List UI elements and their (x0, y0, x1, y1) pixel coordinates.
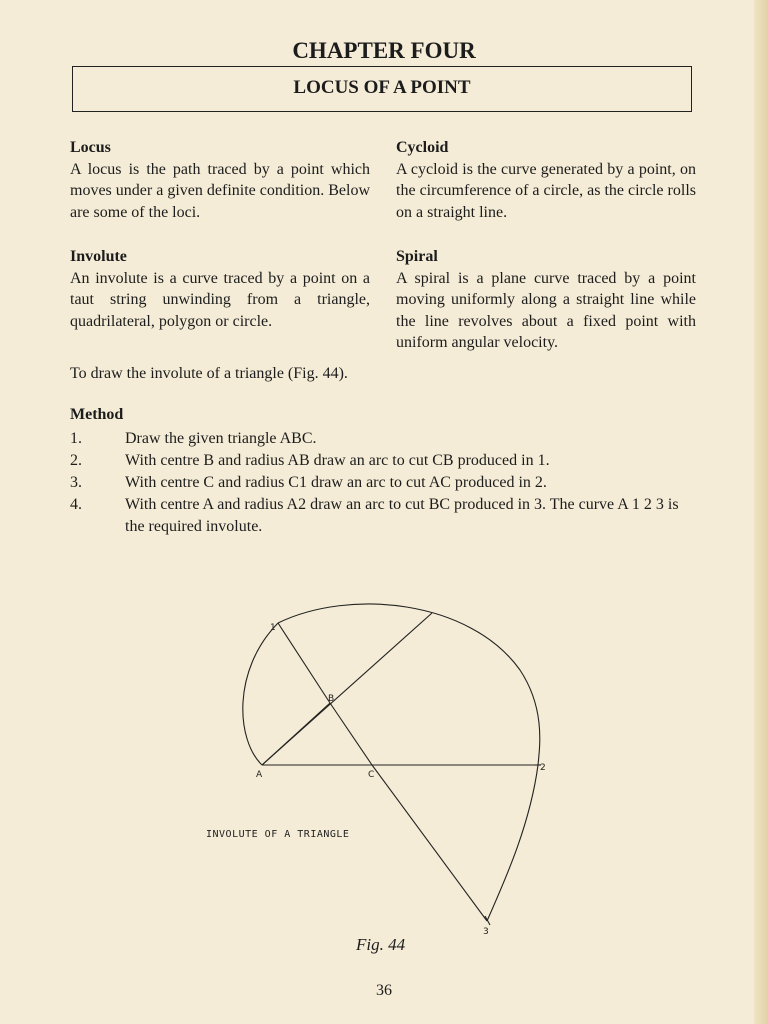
method-step (70, 428, 700, 450)
step-text: With centre A and radius A2 draw an arc to cut BC produced in 3. The curve A 1 2 3 is the required involute. (125, 496, 679, 535)
section-heading: Spiral (396, 248, 438, 265)
construction-a-to-curve (262, 613, 432, 765)
method-step (70, 494, 700, 538)
page-number: 36 (376, 982, 392, 999)
point-label-a: A (256, 770, 263, 780)
involute-diagram (0, 560, 768, 940)
section-heading: Locus (70, 139, 111, 156)
triangle-side-bc (330, 703, 372, 765)
method-step (70, 450, 700, 472)
section-body: An involute is a curve traced by a point on a taut string unwinding from a triangle, quadrilateral, polygon or circle. (70, 269, 370, 330)
construction-cb-produced (278, 623, 330, 703)
step-number: 2. (70, 452, 82, 469)
step-text: With centre B and radius AB draw an arc to cut CB produced in 1. (125, 452, 550, 469)
point-label-b: B (328, 694, 335, 704)
point-label-1: 1 (270, 623, 276, 633)
section-locus (70, 137, 370, 223)
chapter-title: LOCUS OF A POINT (72, 66, 692, 112)
point-label-3: 3 (483, 927, 489, 937)
involute-arc-12 (278, 604, 540, 765)
section-cycloid (396, 137, 696, 223)
involute-arc-a1 (243, 623, 278, 765)
section-heading: Involute (70, 248, 127, 265)
section-involute (70, 246, 370, 332)
step-text: With centre C and radius C1 draw an arc to cut AC produced in 2. (125, 474, 547, 491)
figure-caption: Fig. 44 (356, 935, 406, 954)
tick-mark (485, 916, 490, 925)
section-body: A cycloid is the curve generated by a point, on the circumference of a circle, as the circle rolls on a straight line. (396, 160, 696, 221)
section-body: A spiral is a plane curve traced by a point moving uniformly along a straight line while the line revolves about a fixed point with uniform angular velocity. (396, 269, 696, 351)
step-number: 4. (70, 496, 82, 513)
method-step (70, 472, 700, 494)
method-heading: Method (70, 406, 124, 423)
instruction-text: To draw the involute of a triangle (Fig. 44). (70, 365, 348, 382)
chapter-heading: CHAPTER FOUR (292, 38, 476, 63)
step-text: Draw the given triangle ABC. (125, 430, 317, 447)
step-number: 1. (70, 430, 82, 447)
section-heading: Cycloid (396, 139, 449, 156)
point-label-c: C (368, 770, 375, 780)
method-steps (70, 428, 700, 538)
section-spiral (396, 246, 696, 354)
diagram-title: INVOLUTE OF A TRIANGLE (206, 829, 350, 840)
point-label-2: 2 (540, 763, 546, 773)
construction-bc-produced (372, 765, 487, 921)
involute-arc-23 (487, 765, 538, 921)
section-body: A locus is the path traced by a point which moves under a given definite condition. Below are some of the loci. (70, 160, 370, 221)
step-number: 3. (70, 474, 82, 491)
